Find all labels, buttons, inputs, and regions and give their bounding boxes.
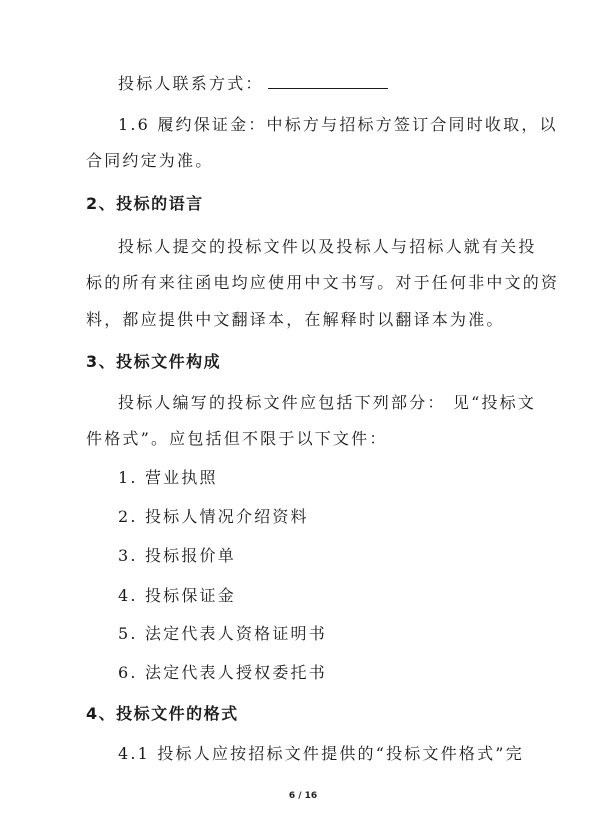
list-item-2: 2. 投标人情况介绍资料: [118, 507, 309, 526]
para-2-line-1: 投标人提交的投标文件以及投标人与招标人就有关投: [118, 237, 537, 256]
para-3-line-2: 件格式”。应包括但不限于以下文件：: [86, 429, 388, 448]
list-item-1: 1. 营业执照: [118, 468, 218, 487]
contact-label: 投标人联系方式：: [118, 74, 264, 93]
para-2-line-3: 料，都应提供中文翻译本，在解释时以翻译本为准。: [86, 310, 505, 329]
heading-2: 2、投标的语言: [86, 194, 204, 213]
page-number: 6 / 16: [288, 791, 318, 801]
list-item-4: 4. 投标保证金: [118, 586, 236, 605]
list-item-5: 5. 法定代表人资格证明书: [118, 624, 327, 643]
list-item-3: 3. 投标报价单: [118, 546, 236, 565]
heading-4: 4、投标文件的格式: [86, 704, 239, 723]
para-1-6-line-2: 合同约定为准。: [86, 151, 214, 170]
para-4-1-line-1: 4.1 投标人应按招标文件提供的“投标文件格式”完: [118, 744, 524, 763]
list-item-6: 6. 法定代表人授权委托书: [118, 663, 327, 682]
contact-line: [118, 72, 388, 94]
para-2-line-2: 标的所有来往函电均应使用中文书写。对于任何非中文的资: [86, 273, 560, 292]
contact-blank: [268, 72, 388, 89]
para-3-line-1: 投标人编写的投标文件应包括下列部分： 见“投标文: [118, 393, 537, 412]
para-1-6-line-1: 1.6 履约保证金：中标方与招标方签订合同时收取，以: [118, 115, 558, 134]
heading-3: 3、投标文件构成: [86, 352, 222, 371]
